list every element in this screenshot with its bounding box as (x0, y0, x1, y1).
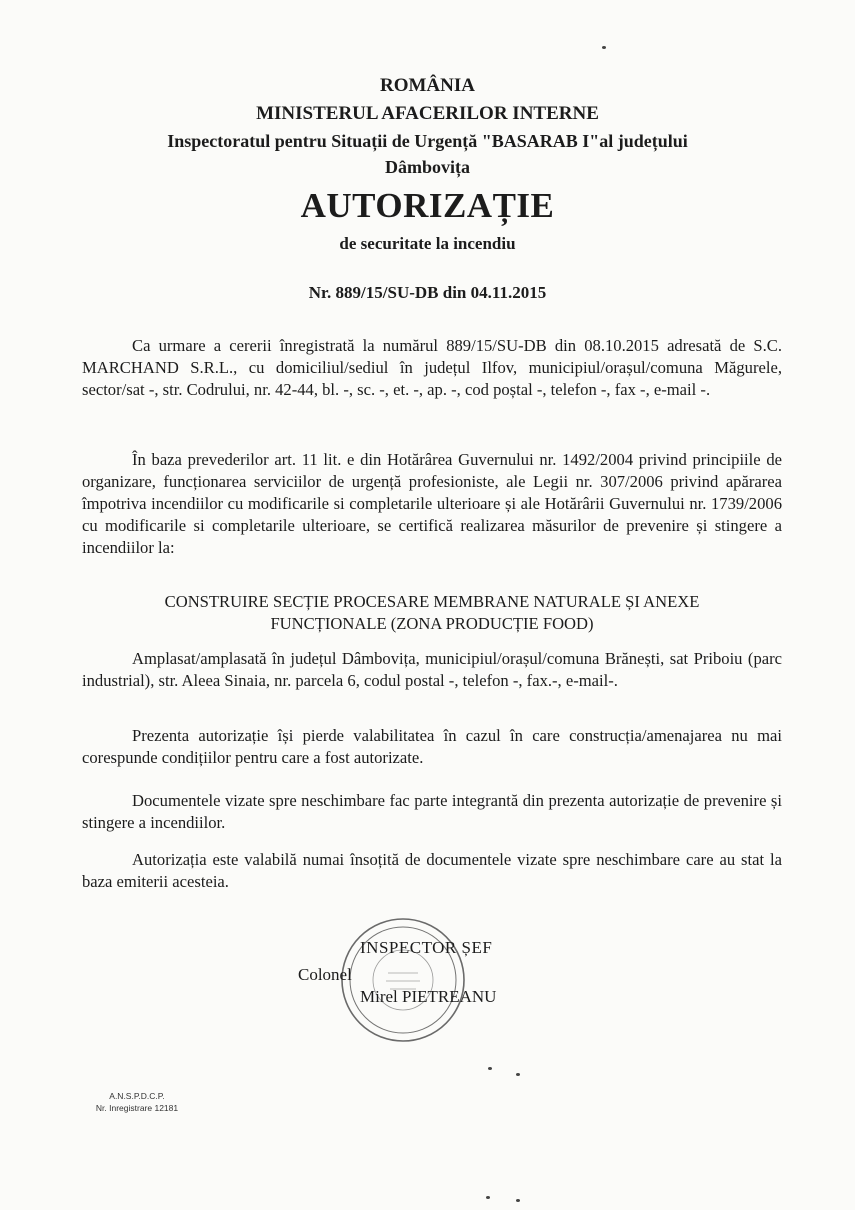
country-heading: ROMÂNIA (380, 75, 475, 96)
document-title: AUTORIZAȚIE (300, 186, 555, 225)
authorized-object (82, 591, 782, 635)
registration-authority: A.N.S.P.D.C.P. (109, 1091, 165, 1101)
object-line-1: CONSTRUIRE SECȚIE PROCESARE MEMBRANE NATURALE ȘI ANEXE (164, 592, 700, 611)
document-number: Nr. 889/15/SU-DB din 04.11.2015 (308, 283, 547, 302)
ministry-heading: MINISTERUL AFACERILOR INTERNE (256, 103, 599, 124)
scan-speck (516, 1199, 520, 1202)
paragraph-location: Amplasat/amplasată în județul Dâmbovița, municipiul/orașul/comuna Brănești, sat Priboiu (parc industrial), str. Aleea Sinaia, nr. parcela 6, codul postal -, telefon -, fax.-, e-mail-. (82, 649, 782, 690)
registration-number: Nr. Inregistrare 12181 (95, 1103, 179, 1113)
signatory-title: INSPECTOR ȘEF (360, 938, 493, 957)
official-stamp-icon (338, 915, 468, 1045)
data-protection-registration (62, 1090, 212, 1114)
scan-speck (602, 46, 606, 49)
object-line-2: FUNCȚIONALE (ZONA PRODUCȚIE FOOD) (270, 614, 594, 633)
paragraph-conditions: Autorizația este valabilă numai însoțită de documentele vizate spre neschimbare care au stat la baza emiterii acesteia. (82, 850, 782, 891)
document-subtitle: de securitate la incendiu (339, 234, 516, 253)
paragraph-request: Ca urmare a cererii înregistrată la numărul 889/15/SU-DB din 08.10.2015 adresată de S.C. MARCHAND S.R.L., cu domiciliul/sediul în județul Ilfov, municipiul/orașul/comuna Măgurele, sector/sat -, str. Codrului, nr. 42-44, bl. -, sc. -, et. -, ap. -, cod poștal -, telefon -, fax -, e-mail -. (82, 336, 782, 399)
scan-speck (488, 1067, 492, 1070)
inspectorate-county: Dâmbovița (385, 157, 470, 177)
scan-speck (486, 1196, 490, 1199)
scan-speck (516, 1073, 520, 1076)
inspectorate-heading: Inspectoratul pentru Situații de Urgență "BASARAB I"al județului (167, 131, 688, 151)
paragraph-validity: Prezenta autorizație își pierde valabilitatea în cazul în care construcția/amenajarea nu mai corespunde condițiilor pentru care a fost autorizate. (82, 726, 782, 767)
paragraph-documents: Documentele vizate spre neschimbare fac parte integrantă din prezenta autorizație de prevenire și stingere a incendiilor. (82, 791, 782, 832)
paragraph-legal-basis: În baza prevederilor art. 11 lit. e din Hotărârea Guvernului nr. 1492/2004 privind principiile de organizare, funcționarea serviciilor de urgență profesioniste, ale Legii nr. 307/2006 privind apărarea împotriva incendiilor cu modificarile si completarile ulterioare și ale Hotărârii Guvernului nr. 1739/2006 cu modificarile si completarile ulterioare, se certifică realizarea măsurilor de prevenire și stingere a incendiilor la: (82, 450, 782, 557)
signatory-rank: Colonel (298, 965, 352, 984)
signatory-name: Mirel PIETREANU (360, 987, 497, 1006)
